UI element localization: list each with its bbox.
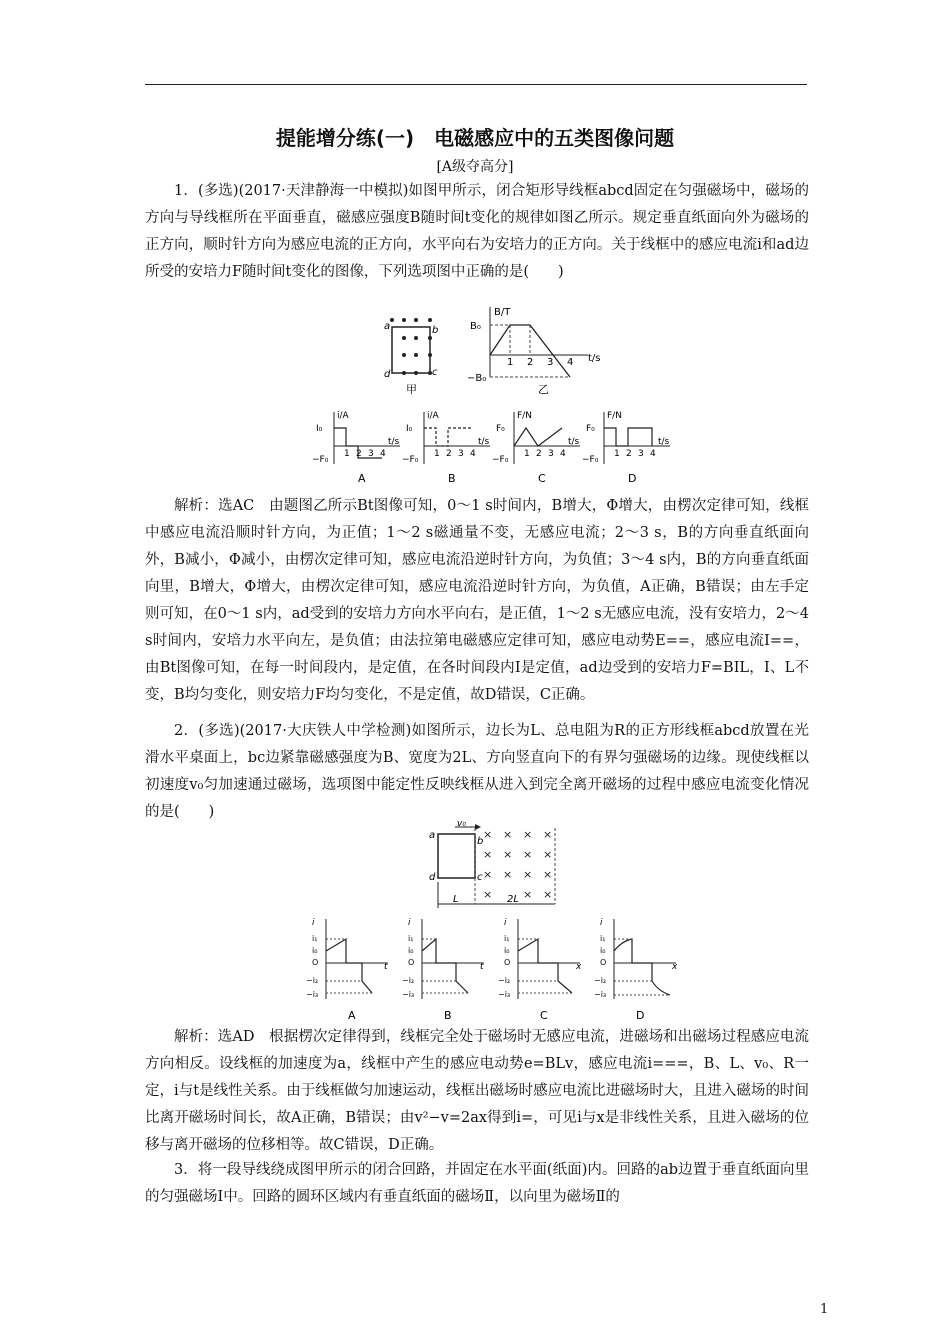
q1-option-b-label: B xyxy=(448,472,456,485)
svg-text:−F₀: −F₀ xyxy=(582,455,599,465)
svg-text:3: 3 xyxy=(638,449,644,459)
svg-text:i/A: i/A xyxy=(427,411,439,421)
svg-text:3: 3 xyxy=(548,449,554,459)
svg-text:i: i xyxy=(312,918,315,928)
svg-text:×: × xyxy=(523,848,533,861)
svg-text:I₀: I₀ xyxy=(406,424,413,434)
svg-text:2: 2 xyxy=(446,449,452,459)
svg-text:−i₃: −i₃ xyxy=(402,990,415,999)
svg-text:F/N: F/N xyxy=(607,411,622,421)
q1-option-d-label: D xyxy=(628,472,637,485)
q2-option-c xyxy=(498,918,582,1022)
svg-text:x: x xyxy=(576,962,582,972)
fig-yi xyxy=(467,307,601,396)
q1-stem: 1．(多选)(2017·天津静海一中模拟)如图甲所示，闭合矩形导线框abcd固定在匀强磁场中，磁场的方向与导线框所在平面垂直，磁感应强度B随时间t变化的规律如图乙所示。规定垂直纸面向外为磁场的正方向，顺时针方向为感应电流的正方向，水平向右为安培力的正方向。关于线框中的感应电流i和ad边所受的安培力F随时间t变化的图像，下列选项图中正确的是( ) xyxy=(145,183,809,280)
svg-text:a: a xyxy=(429,830,436,841)
q2-option-b-label: B xyxy=(444,1009,452,1022)
svg-text:i: i xyxy=(504,918,507,928)
q1-options xyxy=(310,408,690,488)
level-label: [A级夺高分] xyxy=(436,159,514,175)
svg-text:i₀: i₀ xyxy=(408,946,414,955)
q2-option-b xyxy=(402,918,484,1022)
svg-text:t/s: t/s xyxy=(478,437,490,447)
svg-text:O: O xyxy=(408,958,415,967)
svg-text:i₁: i₁ xyxy=(504,934,510,943)
svg-text:−i₂: −i₂ xyxy=(594,976,607,985)
svg-text:×: × xyxy=(543,828,553,841)
q2-option-a-label: A xyxy=(348,1009,356,1022)
svg-text:i: i xyxy=(600,918,603,928)
svg-text:−F₀: −F₀ xyxy=(312,455,329,465)
page-title: 提能增分练(一) 电磁感应中的五类图像问题 xyxy=(275,126,675,150)
corner-b: b xyxy=(432,325,439,336)
svg-text:1: 1 xyxy=(614,449,620,459)
q2-option-d-label: D xyxy=(636,1009,645,1022)
q2-label-L: L xyxy=(453,894,459,905)
svg-text:i₁: i₁ xyxy=(600,934,606,943)
svg-text:1: 1 xyxy=(344,449,350,459)
svg-text:F₀: F₀ xyxy=(496,424,505,434)
svg-text:−i₃: −i₃ xyxy=(594,990,607,999)
svg-text:i/A: i/A xyxy=(337,411,349,421)
q2-label-2L: 2L xyxy=(507,894,519,905)
q1-option-b xyxy=(402,411,490,485)
svg-text:×: × xyxy=(503,848,513,861)
svg-text:−i₃: −i₃ xyxy=(498,990,511,999)
svg-text:×: × xyxy=(543,868,553,881)
svg-text:O: O xyxy=(504,958,511,967)
q2-option-c-label: C xyxy=(540,1009,548,1022)
svg-text:t/s: t/s xyxy=(568,437,580,447)
svg-text:t: t xyxy=(480,962,484,972)
svg-text:×: × xyxy=(523,888,533,901)
q2-option-a xyxy=(306,918,388,1022)
svg-text:1: 1 xyxy=(507,357,514,368)
svg-text:×: × xyxy=(483,828,493,841)
svg-text:×: × xyxy=(543,888,553,901)
q2-option-d xyxy=(594,918,678,1022)
svg-text:x: x xyxy=(672,962,678,972)
svg-text:×: × xyxy=(503,828,513,841)
svg-text:i₀: i₀ xyxy=(312,946,318,955)
svg-text:−i₂: −i₂ xyxy=(402,976,415,985)
svg-text:4: 4 xyxy=(380,449,386,459)
page-number: 1 xyxy=(820,1302,829,1317)
svg-text:t/s: t/s xyxy=(658,437,670,447)
fig-jia-label: 甲 xyxy=(406,383,417,396)
svg-text:i₀: i₀ xyxy=(600,946,606,955)
svg-text:−i₃: −i₃ xyxy=(306,990,319,999)
svg-text:I₀: I₀ xyxy=(316,424,323,434)
svg-text:1: 1 xyxy=(434,449,440,459)
svg-text:1: 1 xyxy=(524,449,530,459)
corner-c: c xyxy=(432,367,438,378)
q1-option-d xyxy=(582,411,670,485)
svg-text:4: 4 xyxy=(470,449,476,459)
svg-text:2: 2 xyxy=(527,357,534,368)
q1-option-c-label: C xyxy=(538,472,546,485)
svg-text:3: 3 xyxy=(547,357,554,368)
q1-analysis: 解析：选AC 由题图乙所示Bt图像可知，0～1 s时间内，B增大，Φ增大，由楞次定律可知，线框中感应电流沿顺时针方向，为正值；1～2 s磁通量不变，无感应电流；2～3 s，B的方向垂直纸面向外，B减小，Φ减小，由楞次定律可知，感应电流沿逆时针方向，为负值；3～4 s内，B的方向垂直纸面向里，B增大，Φ增大，由楞次定律可知，感应电流沿逆时针方向，为负值，A正确，B错误；由左手定则可知，在0～1 s内，ad受到的安培力方向水平向右，是正值，1～2 s无感应电流，没有安培力，2～4 s时间内，安培力水平向左，是负值；由法拉第电磁感应定律可知，感应电动势E==，感应电流I==，由Bt图像可知，在每一时间段内，是定值，在各时间段内I是定值，ad边受到的安培力F=BIL，I、L不变，B均匀变化，则安培力F均匀变化，不是定值，故D错误，C正确。 xyxy=(145,498,809,703)
svg-text:2: 2 xyxy=(356,449,362,459)
svg-text:d: d xyxy=(429,872,436,883)
svg-text:×: × xyxy=(523,828,533,841)
svg-text:3: 3 xyxy=(458,449,464,459)
q1-figure-jia-yi xyxy=(370,305,610,400)
svg-text:×: × xyxy=(483,888,493,901)
svg-text:2: 2 xyxy=(536,449,542,459)
svg-text:F/N: F/N xyxy=(517,411,532,421)
q2-stem: 2．(多选)(2017·大庆铁人中学检测)如图所示，边长为L、总电阻为R的正方形线框abcd放置在光滑水平桌面上，bc边紧靠磁感强度为B、宽度为2L、方向竖直向下的有界匀强磁场的边缘。现使线框以初速度v₀匀加速通过磁场，选项图中能定性反映线框从进入到完全离开磁场的过程中感应电流变化情况的是( ) xyxy=(145,723,809,820)
svg-text:i₁: i₁ xyxy=(312,934,318,943)
svg-text:t/s: t/s xyxy=(388,437,400,447)
svg-text:×: × xyxy=(543,848,553,861)
fig-jia xyxy=(384,318,438,396)
svg-text:×: × xyxy=(483,848,493,861)
svg-text:O: O xyxy=(600,958,607,967)
svg-text:4: 4 xyxy=(567,357,574,368)
svg-text:c: c xyxy=(477,872,483,883)
yi-negb0: −B₀ xyxy=(467,373,487,384)
svg-text:−F₀: −F₀ xyxy=(492,455,509,465)
svg-text:b: b xyxy=(477,836,484,847)
svg-text:v₀: v₀ xyxy=(457,819,466,829)
svg-text:−i₂: −i₂ xyxy=(498,976,511,985)
svg-text:−F₀: −F₀ xyxy=(402,455,419,465)
svg-text:2: 2 xyxy=(626,449,632,459)
yi-ylabel: B/T xyxy=(494,307,511,318)
q2-figure xyxy=(425,820,565,912)
svg-text:×: × xyxy=(503,868,513,881)
corner-a: a xyxy=(384,321,391,332)
q1-option-a xyxy=(312,411,400,485)
q2-options xyxy=(306,915,690,1025)
svg-text:4: 4 xyxy=(650,449,656,459)
svg-text:F₀: F₀ xyxy=(586,424,595,434)
corner-d: d xyxy=(384,369,391,380)
header-rule xyxy=(145,84,807,85)
q1-option-c xyxy=(492,411,580,485)
q3-stem: 3．将一段导线绕成图甲所示的闭合回路，并固定在水平面(纸面)内。回路的ab边置于垂直纸面向里的匀强磁场Ⅰ中。回路的圆环区域内有垂直纸面的磁场Ⅱ，以向里为磁场Ⅱ的 xyxy=(145,1162,809,1205)
svg-text:i: i xyxy=(408,918,411,928)
q2-analysis: 解析：选AD 根据楞次定律得到，线框完全处于磁场时无感应电流，进磁场和出磁场过程感应电流方向相反。设线框的加速度为a，线框中产生的感应电动势e=BLv，感应电流i===，B、L、v₀、R一定，i与t是线性关系。由于线框做匀加速运动，线框出磁场时感应电流比进磁场时大，且进入磁场的时间比离开磁场时间长，故A正确，B错误；由v²−v=2ax得到i=，可见i与x是非线性关系，且进入磁场的位移与离开磁场的位移相等。故C错误，D正确。 xyxy=(145,1029,809,1153)
svg-text:4: 4 xyxy=(560,449,566,459)
svg-text:i₀: i₀ xyxy=(504,946,510,955)
q1-option-a-label: A xyxy=(358,472,366,485)
fig-yi-label: 乙 xyxy=(538,383,549,396)
svg-text:i₁: i₁ xyxy=(408,934,414,943)
svg-text:t: t xyxy=(384,962,388,972)
svg-text:×: × xyxy=(483,868,493,881)
yi-xlabel: t/s xyxy=(588,353,601,364)
svg-text:3: 3 xyxy=(368,449,374,459)
svg-text:O: O xyxy=(312,958,319,967)
yi-b0: B₀ xyxy=(470,321,481,332)
svg-text:−i₂: −i₂ xyxy=(306,976,319,985)
svg-text:×: × xyxy=(523,868,533,881)
